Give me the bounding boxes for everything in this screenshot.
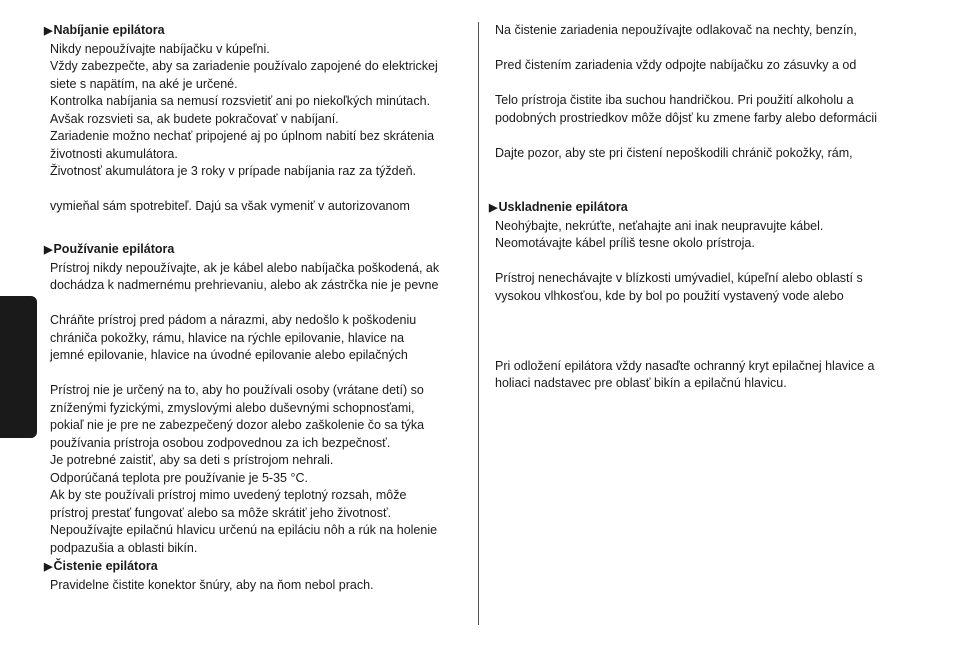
text-line: pokiaľ nie je pre ne zabezpečený dozor alebo zaškolenie čo sa týka: [50, 418, 425, 432]
text-line: Pri odložení epilátora vždy nasaďte ochranný kryt epilačnej hlavice a: [495, 358, 875, 373]
left-column: [44, 22, 472, 594]
text-line: Pred čistením zariadenia vždy odpojte nabíjačku zo zásuvky a od: [495, 58, 857, 72]
section-heading-cleaning: [44, 558, 472, 577]
text-line: Ak by ste používali prístroj mimo uvedený teplotný rozsah, môže: [50, 488, 407, 502]
heading-text: Čistenie epilátora: [53, 559, 158, 573]
heading-text: Uskladnenie epilátora: [498, 200, 628, 214]
text-line: podobných prostriedkov môže dôjsť ku zmene farby alebo deformácii: [495, 110, 877, 125]
text-line: Neohýbajte, nekrúťte, neťahajte ani inak neupravujte kábel.: [495, 218, 824, 233]
triangle-bullet-icon: ▶: [44, 25, 53, 37]
section-heading-storage: [489, 199, 917, 218]
text-line: Pravidelne čistite konektor šnúry, aby na ňom nebol prach.: [50, 577, 374, 592]
text-line: používania prístroja osobou zodpovednou za ich bezpečnosť.: [50, 435, 391, 450]
text-line: Dajte pozor, aby ste pri čistení nepoškodili chránič pokožky, rám,: [495, 145, 853, 160]
heading-text: Používanie epilátora: [53, 242, 175, 256]
text-line: Je potrebné zaistiť, aby sa deti s prístrojom nehrali.: [50, 453, 334, 467]
text-line: siete s napätím, na aké je určené.: [50, 76, 238, 91]
text-line: Zariadenie možno nechať pripojené aj po úplnom nabití bez skrátenia: [50, 129, 435, 143]
right-column: [489, 22, 917, 393]
triangle-bullet-icon: ▶: [489, 202, 498, 214]
text-line: Prístroj nie je určený na to, aby ho používali osoby (vrátane detí) so: [50, 383, 424, 397]
text-line: vymieňal sám spotrebiteľ. Dajú sa však vymeniť v autorizovanom: [50, 199, 410, 213]
triangle-bullet-icon: ▶: [44, 561, 53, 573]
text-line: životnosti akumulátora.: [50, 146, 178, 161]
text-line: Životnosť akumulátora je 3 roky v prípade nabíjania raz za týždeň.: [50, 164, 416, 178]
text-line: Odporúčaná teplota pre používanie je 5-35 °C.: [50, 470, 308, 485]
triangle-bullet-icon: ▶: [44, 244, 53, 256]
heading-text: Nabíjanie epilátora: [53, 23, 165, 37]
text-line: Vždy zabezpečte, aby sa zariadenie používalo zapojené do elektrickej: [50, 59, 438, 73]
text-line: Neomotávajte kábel príliš tesne okolo prístroja.: [495, 236, 755, 250]
text-line: prístroj prestať fungovať alebo sa môže skrátiť jeho životnosť.: [50, 505, 392, 520]
text-line: Prístroj nenechávajte v blízkosti umývadiel, kúpeľní alebo oblastí s: [495, 271, 863, 285]
text-line: Avšak rozsvieti sa, ak budete pokračovať v nabíjaní.: [50, 111, 339, 126]
text-line: zníženými fyzickými, zmyslovými alebo duševnými schopnosťami,: [50, 400, 415, 415]
section-heading-charging: [44, 22, 472, 41]
language-tab-label: Slovenčina: [4, 323, 18, 387]
text-line: holiaci nadstavec pre oblasť bikín a epilačnú hlavicu.: [495, 376, 787, 390]
section-heading-using: [44, 241, 472, 260]
text-line: Kontrolka nabíjania sa nemusí rozsvietiť ani po niekoľkých minútach.: [50, 94, 431, 108]
column-divider: [478, 22, 479, 625]
text-line: Nikdy nepoužívajte nabíjačku v kúpeľni.: [50, 41, 270, 56]
text-line: dochádza k nadmernému prehrievaniu, alebo ak zástrčka nie je pevne: [50, 278, 439, 292]
text-line: Telo prístroja čistite iba suchou handričkou. Pri použití alkoholu a: [495, 93, 854, 107]
text-line: Nepoužívajte epilačnú hlavicu určenú na epiláciu nôh a rúk na holenie: [50, 523, 438, 537]
text-line: Prístroj nikdy nepoužívajte, ak je kábel alebo nabíjačka poškodená, ak: [50, 260, 440, 275]
text-line: Chráňte prístroj pred pádom a nárazmi, aby nedošlo k poškodeniu: [50, 313, 417, 327]
text-line: podpazušia a oblasti bikín.: [50, 540, 198, 555]
text-line: jemné epilovanie, hlavice na úvodné epilovanie alebo epilačných: [50, 348, 408, 362]
text-line: Na čistenie zariadenia nepoužívajte odlakovač na nechty, benzín,: [495, 23, 857, 37]
text-line: vysokou vlhkosťou, kde by bol po použití vystavený vode alebo: [495, 288, 844, 303]
text-line: chrániča pokožky, rámu, hlavice na rýchle epilovanie, hlavice na: [50, 330, 405, 345]
